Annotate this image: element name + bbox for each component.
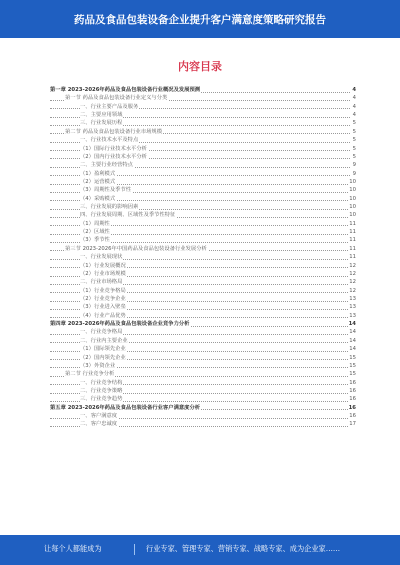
toc-entry[interactable] — [50, 295, 356, 303]
toc-entry[interactable] — [50, 262, 356, 270]
report-header — [0, 0, 400, 38]
toc-entry-title: 第二节 药品及食品包装设备行业市场规模 — [65, 128, 163, 135]
toc-entry-page: 5 — [352, 153, 356, 160]
toc-entry-page: 10 — [349, 204, 356, 211]
toc-entry-page: 5 — [352, 145, 356, 152]
toc-entry-title: （3）行业进入壁垒 — [80, 304, 126, 311]
toc-entry-page: 5 — [352, 137, 356, 144]
toc-entry-title: 一、行业竞争格局 — [80, 329, 123, 336]
toc-entry[interactable] — [50, 245, 356, 253]
toc-entry[interactable] — [50, 253, 356, 261]
toc-entry-title: 三、行业发展的影响因素 — [80, 204, 139, 211]
toc-entry-page: 13 — [349, 312, 356, 319]
toc-entry-page: 11 — [349, 245, 356, 252]
toc-entry[interactable] — [50, 170, 356, 178]
toc-entry-page: 16 — [349, 396, 356, 403]
toc-entry-title: （2）行业竞争企业 — [80, 295, 126, 302]
toc-entry-page: 4 — [352, 95, 356, 102]
toc-entry-title: （3）外资企业 — [80, 362, 116, 369]
toc-entry[interactable] — [50, 103, 356, 111]
toc-entry[interactable] — [50, 320, 356, 328]
toc-entry-title: （2）国内行业技术水平分析 — [80, 153, 147, 160]
toc-entry[interactable] — [50, 379, 356, 387]
toc-entry-title: 第二节 行业竞争分析 — [65, 371, 115, 378]
toc-entry-title: 一、行业发展现状 — [80, 254, 123, 261]
toc-entry[interactable] — [50, 228, 356, 236]
toc-entry[interactable] — [50, 161, 356, 169]
toc-entry-page: 17 — [349, 421, 356, 428]
toc-entry[interactable] — [50, 94, 356, 102]
toc-entry[interactable] — [50, 86, 356, 94]
toc-entry-title: （1）国际行业技术水平分析 — [80, 145, 147, 152]
toc-entry-title: 一、客户满意度 — [80, 413, 118, 420]
footer-tagline: 行业专家、管理专家、营销专家、战略专家、成为企业家…… — [146, 544, 341, 553]
toc-entry[interactable] — [50, 370, 356, 378]
toc-entry[interactable] — [50, 362, 356, 370]
toc-entry-title: 三、行业竞争趋势 — [80, 396, 123, 403]
toc-entry-title: （1）国际领先企业 — [80, 346, 126, 353]
toc-entry-page: 15 — [349, 362, 356, 369]
toc-entry-title: （3）周期性及季节性 — [80, 187, 132, 194]
toc-entry[interactable] — [50, 303, 356, 311]
table-of-contents — [50, 86, 356, 429]
toc-entry-title: 第一章 2023-2026年药品及食品包装设备行业概况及发展预测 — [50, 87, 201, 93]
toc-entry-page: 16 — [348, 404, 356, 411]
toc-entry[interactable] — [50, 395, 356, 403]
toc-entry-title: （4）采购模式 — [80, 195, 116, 202]
toc-entry-page: 12 — [349, 262, 356, 269]
toc-entry-page: 14 — [348, 321, 356, 328]
toc-entry-page: 10 — [349, 187, 356, 194]
toc-entry-title: （1）行业发展概况 — [80, 262, 126, 269]
footer-divider — [134, 544, 135, 555]
toc-entry-page: 16 — [349, 413, 356, 420]
toc-entry[interactable] — [50, 404, 356, 412]
toc-entry-page: 9 — [352, 162, 356, 169]
toc-entry[interactable] — [50, 270, 356, 278]
toc-entry-page: 16 — [349, 379, 356, 386]
toc-entry[interactable] — [50, 420, 356, 428]
toc-entry-page: 4 — [352, 87, 356, 93]
toc-entry[interactable] — [50, 195, 356, 203]
toc-entry-page: 12 — [349, 270, 356, 277]
toc-entry[interactable] — [50, 387, 356, 395]
toc-entry-page: 10 — [349, 178, 356, 185]
toc-entry-page: 12 — [349, 279, 356, 286]
footer-slogan: 让每个人都能成为 — [44, 544, 102, 553]
toc-entry[interactable] — [50, 153, 356, 161]
footer-banner — [0, 535, 400, 565]
toc-entry[interactable] — [50, 145, 356, 153]
toc-entry[interactable] — [50, 328, 356, 336]
toc-entry-page: 14 — [349, 346, 356, 353]
toc-entry-page: 5 — [352, 120, 356, 127]
toc-entry[interactable] — [50, 345, 356, 353]
toc-entry-title: （1）盈利模式 — [80, 170, 116, 177]
toc-entry-title: （2）行业市场规模 — [80, 270, 126, 277]
toc-entry-page: 5 — [352, 128, 356, 135]
toc-entry-title: 第五章 2023-2026年药品及食品包装设备行业客户满意度分析 — [50, 404, 201, 411]
toc-entry-title: （2）区域性 — [80, 229, 110, 236]
toc-entry-title: （1）周期性 — [80, 220, 110, 227]
toc-entry[interactable] — [50, 354, 356, 362]
toc-entry-page: 10 — [349, 212, 356, 219]
toc-entry-title: 一、行业竞争结构 — [80, 379, 123, 386]
toc-entry-title: 二、主要应用领域 — [80, 112, 123, 119]
toc-entry-page: 16 — [349, 387, 356, 394]
toc-entry-title: 二、主要行业经营特点 — [80, 162, 133, 169]
toc-entry-page: 15 — [349, 371, 356, 378]
toc-entry-page: 11 — [349, 229, 356, 236]
toc-entry[interactable] — [50, 136, 356, 144]
toc-entry-title: 二、行业市场格局 — [80, 279, 123, 286]
toc-entry-title: 二、行业内主要企业 — [80, 337, 128, 344]
toc-entry[interactable] — [50, 220, 356, 228]
toc-entry-page: 12 — [349, 287, 356, 294]
toc-entry[interactable] — [50, 178, 356, 186]
toc-entry-title: 二、行业竞争策略 — [80, 387, 123, 394]
toc-entry[interactable] — [50, 128, 356, 136]
toc-entry[interactable] — [50, 312, 356, 320]
toc-entry[interactable] — [50, 412, 356, 420]
toc-entry[interactable] — [50, 186, 356, 194]
toc-entry-title: 第四章 2023-2026年药品及食品包装设备企业竞争力分析 — [50, 321, 190, 328]
toc-entry-page: 14 — [349, 329, 356, 336]
toc-entry[interactable] — [50, 236, 356, 244]
toc-entry-page: 11 — [349, 220, 356, 227]
toc-heading: 内容目录 — [178, 60, 222, 73]
toc-entry[interactable] — [50, 203, 356, 211]
toc-entry-title: 第三节 2023-2026年中国药品及食品包装设备行业发展分析 — [65, 245, 207, 252]
toc-entry-title: （4）行业产品优势 — [80, 312, 126, 319]
toc-entry-page: 13 — [349, 304, 356, 311]
toc-entry-page: 10 — [349, 195, 356, 202]
toc-entry-title: （2）运营模式 — [80, 178, 116, 185]
toc-entry-page: 11 — [349, 254, 356, 261]
toc-entry-page: 11 — [349, 237, 356, 244]
toc-entry-title: 四、行业发展周期、区域性及季节性特征 — [80, 212, 176, 219]
toc-entry-title: （1）行业竞争格局 — [80, 287, 126, 294]
toc-entry-title: 三、行业发展历程 — [80, 120, 123, 127]
toc-entry[interactable] — [50, 111, 356, 119]
toc-entry-title: （3）季节性 — [80, 237, 110, 244]
toc-entry-title: 一、行业技术水平及特点 — [80, 137, 139, 144]
toc-entry-title: 二、客户忠诚度 — [80, 421, 118, 428]
toc-entry-page: 15 — [349, 354, 356, 361]
toc-entry-page: 4 — [352, 112, 356, 119]
toc-entry[interactable] — [50, 119, 356, 127]
toc-entry[interactable] — [50, 211, 356, 219]
toc-entry-page: 14 — [349, 337, 356, 344]
toc-entry-title: 第一节 药品及食品包装设备行业定义与分类 — [65, 95, 168, 102]
toc-entry[interactable] — [50, 287, 356, 295]
toc-entry[interactable] — [50, 278, 356, 286]
toc-entry-page: 9 — [352, 170, 356, 177]
toc-entry-title: （2）国内领先企业 — [80, 354, 126, 361]
toc-entry-title: 一、行业主要产品及服务 — [80, 103, 139, 110]
toc-entry-page: 13 — [349, 295, 356, 302]
report-title: 药品及食品包装设备企业提升客户满意度策略研究报告 — [74, 14, 326, 26]
toc-entry[interactable] — [50, 337, 356, 345]
toc-entry-page: 4 — [352, 103, 356, 110]
